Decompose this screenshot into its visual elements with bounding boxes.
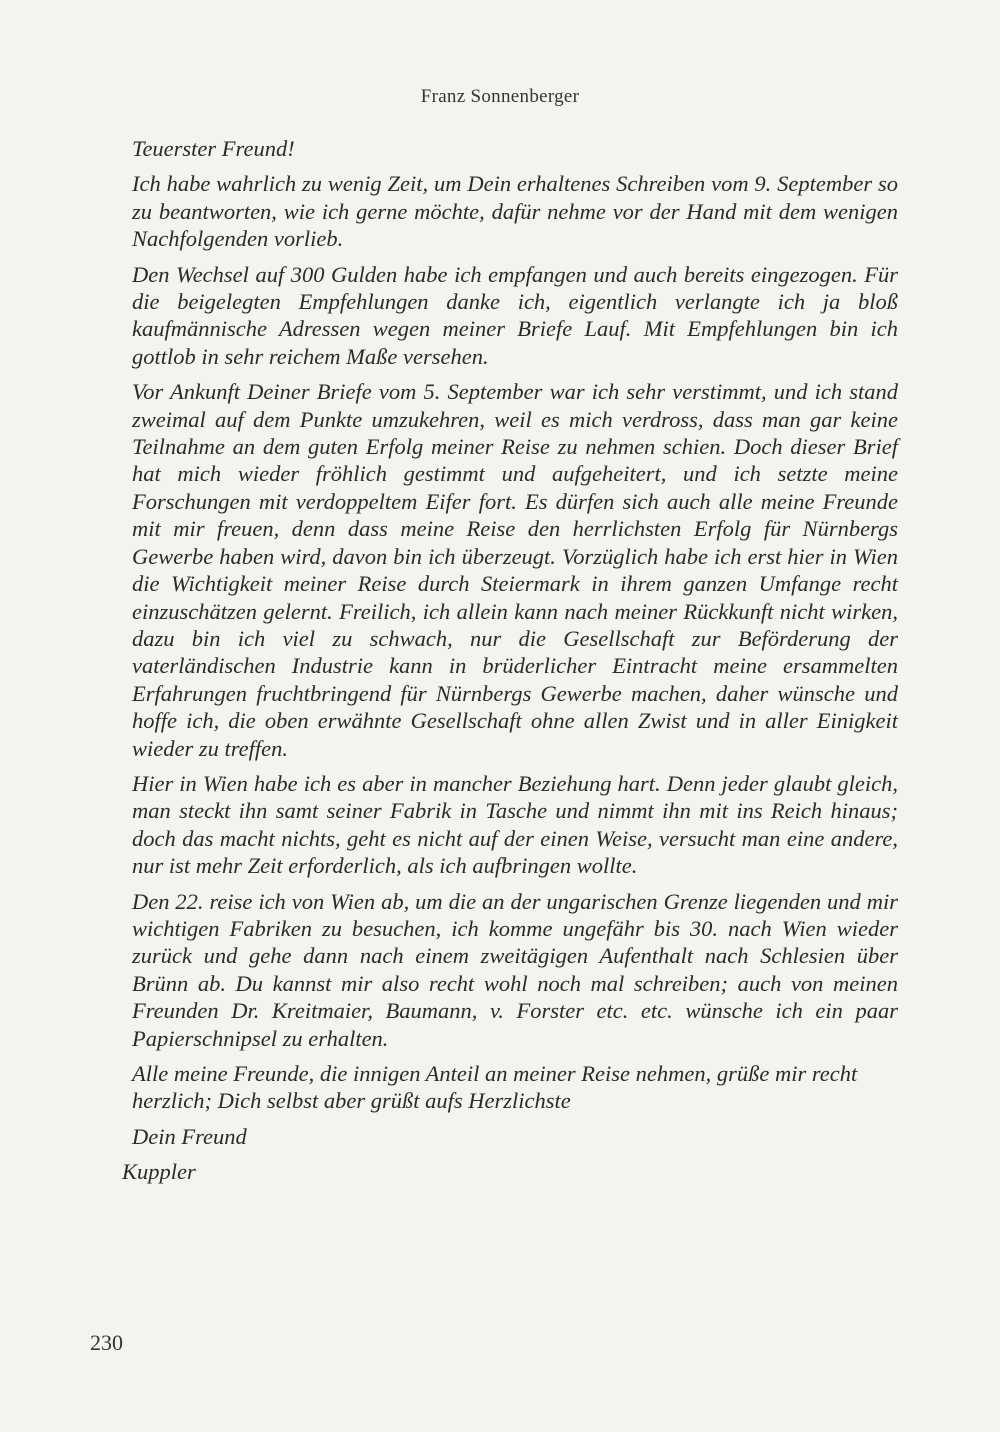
letter-paragraph-5: Den 22. reise ich von Wien ab, um die an der ungarischen Grenze liegenden und mir wichtigen Fabriken zu besuchen, ich komme ungefähr bis 30. nach Wien wieder zurück und gehe dann nach einem zweitägigen Aufenthalt nach Schlesien über Brünn ab. Du kannst mir also recht wohl noch mal schreiben; auch von meinen Freunden Dr. Kreitmaier, Baumann, v. Forster etc. etc. wünsche ich ein paar Papierschnipsel zu erhalten.	[132, 888, 898, 1051]
page-number: 230	[90, 1330, 123, 1355]
letter-salutation: Teuerster Freund!	[132, 136, 295, 161]
letter-paragraph-3: Vor Ankunft Deiner Briefe vom 5. September war ich sehr verstimmt, und ich stand zweimal auf dem Punkte umzukehren, weil es mich verdross, dass man gar keine Teilnahme an dem guten Erfolg meiner Reise zu nehmen schien. Doch dieser Brief hat mich wieder fröhlich gestimmt und aufgeheitert, und ich setzte meine Forschungen mit verdoppeltem Eifer fort. Es dürfen sich auch alle meine Freunde mit mir freuen, denn dass meine Reise den herrlichsten Erfolg für Nürnbergs Gewerbe haben wird, davon bin ich überzeugt. Vorzüglich habe ich erst hier in Wien die Wichtigkeit meiner Reise durch Steiermark in ihrem ganzen Umfange recht einzuschätzen gelernt. Freilich, ich allein kann nach meiner Rückkunft nicht wirken, dazu bin ich viel zu schwach, nur die Gesellschaft zur Beförderung der vaterländischen Industrie kann in brüderlicher Eintracht meine ersammelten Erfahrungen fruchtbringend für Nürnbergs Gewerbe machen, daher wünsche und hoffe ich, die oben erwähnte Gesellschaft ohne allen Zwist und in aller Einigkeit wieder zu treffen.	[132, 379, 898, 761]
letter-paragraph-2: Den Wechsel auf 300 Gulden habe ich empfangen und auch bereits eingezogen. Für die beigelegten Empfehlungen danke ich, eigentlich verlangte ich ja bloß kaufmännische Adressen wegen meiner Briefe Lauf. Mit Empfehlungen bin ich gottlob in sehr reichem Maße versehen.	[132, 261, 898, 369]
letter-paragraph-4: Hier in Wien habe ich es aber in mancher Beziehung hart. Denn jeder glaubt gleich, man steckt ihn samt seiner Fabrik in Tasche und nimmt ihn mit ins Reich hinaus; doch das macht nichts, geht es nicht auf der einen Weise, versucht man eine andere, nur ist mehr Zeit erforderlich, als ich aufbringen wollte.	[132, 770, 898, 879]
letter-body	[122, 135, 898, 1194]
letter-valediction: Dein Freund	[132, 1123, 247, 1149]
letter-closing: Alle meine Freunde, die innigen Anteil an meiner Reise nehmen, grüße mir recht herzlich; Dich selbst aber grüßt aufs Herzlichste	[132, 1061, 858, 1114]
letter-signature: Kuppler	[122, 1159, 196, 1185]
letter-paragraph-1: Ich habe wahrlich zu wenig Zeit, um Dein erhaltenes Schreiben vom 9. September so zu beantworten, wie ich gerne möchte, dafür nehme vor der Hand mit dem wenigen Nachfolgenden vorlieb.	[132, 171, 898, 252]
running-head: Franz Sonnenberger	[420, 86, 580, 107]
